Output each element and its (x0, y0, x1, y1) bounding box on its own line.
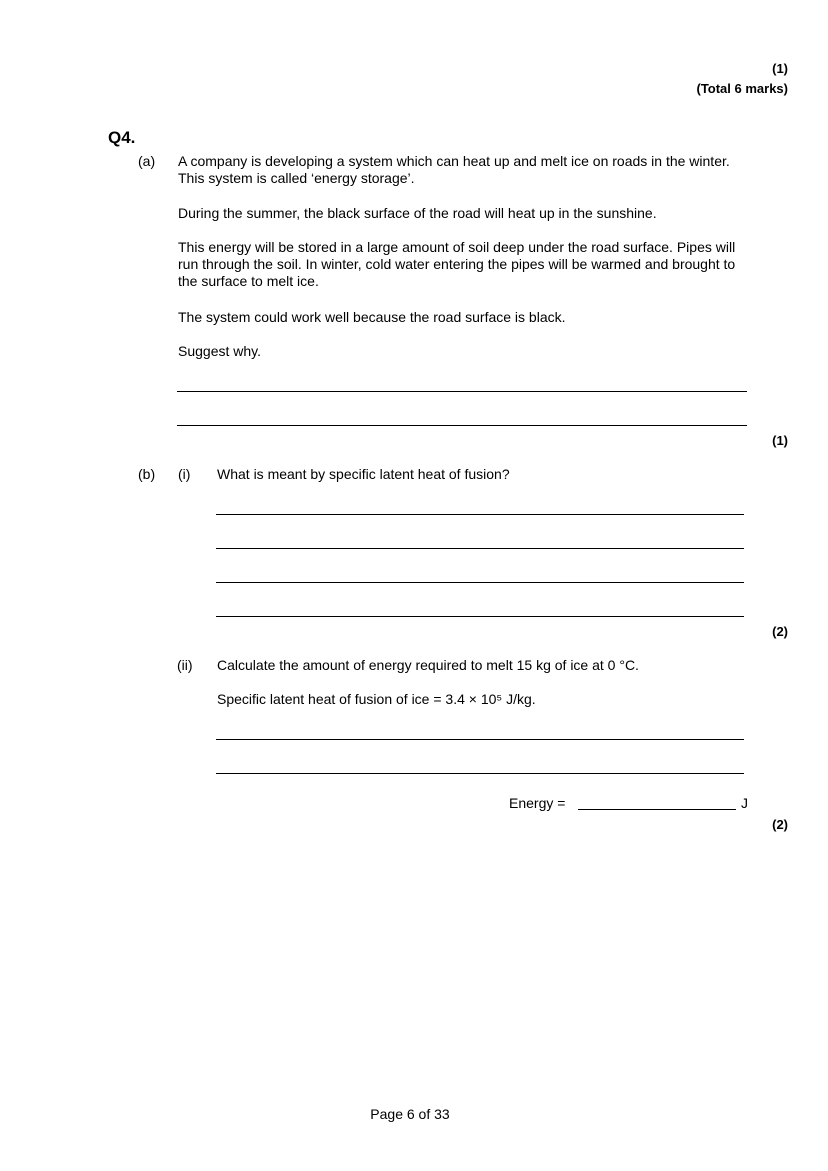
previous-question-mark: (1) (772, 61, 788, 76)
energy-unit: J (741, 795, 748, 811)
question-number: Q4. (108, 128, 136, 147)
part-a-summer-text: During the summer, the black surface of the road will heat up in the sunshine. (178, 205, 657, 221)
answer-line-a-1[interactable] (177, 391, 747, 392)
part-a-prompt: Suggest why. (178, 343, 262, 359)
total-marks: (Total 6 marks) (696, 81, 788, 96)
part-a-intro: A company is developing a system which can heat up and melt ice on roads in the winter. This system is called ‘energy storage’. (178, 153, 730, 186)
page-number: Page 6 of 33 (370, 1106, 450, 1122)
answer-line-a-2[interactable] (177, 425, 747, 426)
answer-line-b-i-3[interactable] (216, 582, 744, 583)
energy-answer-label: Energy = (509, 795, 566, 811)
working-line-b-ii-1[interactable] (216, 739, 744, 740)
energy-answer-field[interactable] (578, 809, 736, 810)
part-b-ii-mark: (2) (772, 817, 788, 832)
part-a-mark: (1) (772, 433, 788, 448)
part-b-i-label: (i) (178, 466, 191, 482)
part-b-ii-label: (ii) (177, 657, 193, 673)
part-b-ii-given-data: Specific latent heat of fusion of ice = 3.4 × 10⁵ J/kg. (217, 691, 536, 707)
part-b-i-mark: (2) (772, 624, 788, 639)
part-b-ii-prompt: Calculate the amount of energy required to melt 15 kg of ice at 0 °C. (217, 657, 639, 673)
answer-line-b-i-1[interactable] (216, 514, 744, 515)
part-b-label: (b) (138, 466, 156, 482)
part-a-black-surface-text: The system could work well because the road surface is black. (178, 309, 566, 325)
working-line-b-ii-2[interactable] (216, 773, 744, 774)
answer-line-b-i-4[interactable] (216, 616, 744, 617)
part-a-storage-text: This energy will be stored in a large amount of soil deep under the road surface. Pipes will run through the soil. In winter, cold water entering the pipes will be warmed and brought to the surface to melt ice. (178, 239, 736, 289)
answer-line-b-i-2[interactable] (216, 548, 744, 549)
part-b-i-prompt: What is meant by specific latent heat of fusion? (217, 466, 510, 482)
part-a-label: (a) (138, 153, 156, 169)
